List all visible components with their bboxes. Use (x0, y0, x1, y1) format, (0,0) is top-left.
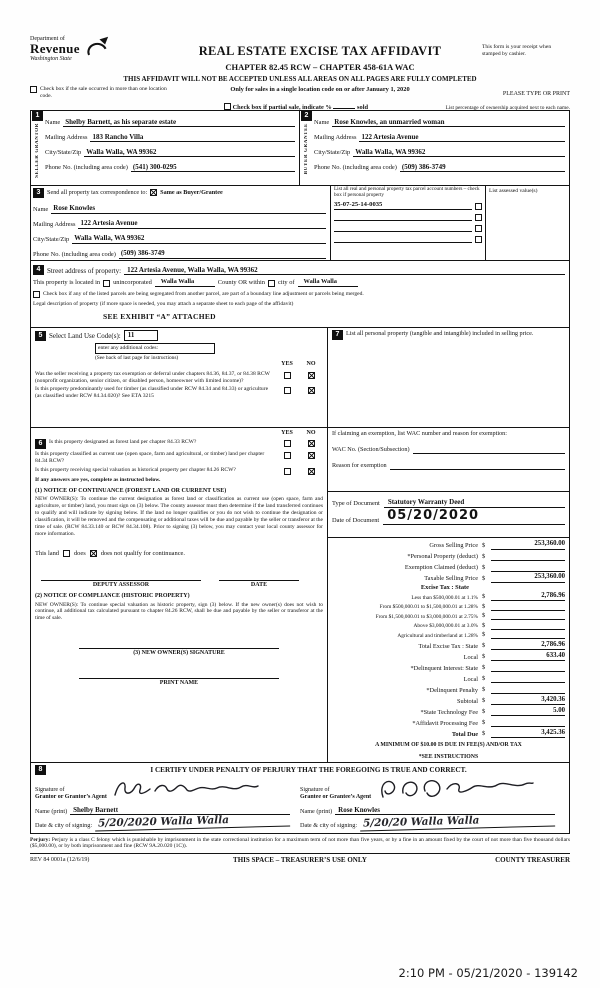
name-print-label: Name (print) (300, 807, 333, 815)
rate-tier1-field[interactable]: 2,786.96 (491, 592, 565, 601)
dollar-sign: $ (482, 574, 486, 582)
grantee-agent-label: Grantee or Grantee’s Agent (300, 794, 372, 801)
corr-address-label: Mailing Address (33, 220, 76, 228)
seller-address-label: Mailing Address (45, 134, 88, 142)
agency-name: Revenue (30, 41, 80, 57)
section-number-7: 7 (332, 330, 343, 340)
reason-exemption-label: Reason for exemption (332, 461, 387, 469)
deputy-assessor-signature-line[interactable]: DEPUTY ASSESSOR (41, 580, 201, 590)
q-no-checkbox[interactable] (308, 372, 315, 379)
scan-timestamp: 2:10 PM - 05/21/2020 - 139142 (398, 966, 578, 980)
unincorporated-county-field[interactable]: Walla Walla (155, 278, 215, 287)
subtotal-field[interactable]: 3,420.36 (491, 696, 565, 705)
does-checkbox[interactable] (63, 550, 70, 557)
personal-property-section (328, 328, 569, 428)
current-use-question (35, 451, 323, 464)
dor-logo (30, 36, 158, 62)
q-no-checkbox[interactable] (308, 387, 315, 394)
affidavit-processing-fee-field[interactable] (491, 718, 565, 727)
partial-sale-percent-input[interactable] (333, 108, 355, 109)
forest-land-question (35, 439, 323, 449)
title-block (158, 36, 482, 72)
personal-property-deduct-field[interactable] (491, 552, 565, 561)
dollar-sign: $ (482, 708, 486, 716)
seller-exemption-question (35, 371, 323, 384)
corr-phone-field[interactable]: (509) 386-3749 (119, 249, 326, 259)
property-section (30, 260, 570, 328)
yes-column-label: YES (281, 361, 293, 368)
land-use-code-label: Select Land Use Code(s): (49, 331, 121, 340)
see-back-note: (See back of last page for instructions) (95, 354, 179, 361)
perjury-label: Perjury: (30, 836, 51, 843)
type-of-document-field[interactable]: Statutory Warranty Deed (384, 498, 565, 508)
agency-state: Washington State (30, 55, 72, 62)
does-label: does (73, 549, 86, 557)
if-yes-note: If any answers are yes, complete as instructed below. (35, 476, 161, 483)
question-text: Is this property predominantly used for timber (as classified under RCW 84.34 and 84.33) or agriculture (as classified under RCW 84.34.020)? See ETA 3215 (35, 386, 269, 400)
parties-section (30, 110, 570, 186)
single-location-note: Only for sales in a single location code on or after January 1, 2020 (230, 86, 410, 93)
seller-city-field[interactable]: Walla Walla, WA 99362 (84, 148, 295, 158)
same-as-buyer-checkbox[interactable] (150, 189, 157, 196)
tax-label: Subtotal (457, 697, 478, 705)
historic-property-question (35, 467, 323, 475)
delinquent-penalty-field[interactable] (491, 685, 565, 694)
rate-tier4-field[interactable] (491, 621, 565, 630)
date-city-label: Date & city of signing: (300, 821, 358, 829)
parcel-row (334, 221, 482, 232)
dollar-sign: $ (482, 541, 486, 549)
perjury-notice (30, 837, 570, 851)
street-address-label: Street address of property: (47, 266, 122, 275)
buyer-address-label: Mailing Address (314, 134, 357, 142)
form-subtitle: CHAPTER 82.45 RCW – CHAPTER 458-61A WAC (225, 61, 415, 72)
dollar-sign: $ (482, 552, 486, 560)
taxable-selling-price-field[interactable]: 253,360.00 (491, 573, 565, 582)
parcel-row (334, 210, 482, 221)
buyer-name-field[interactable]: Rose Knowles, an unmarried woman (332, 118, 565, 128)
yes-no-header (35, 361, 323, 369)
wac-number-label: WAC No. (Section/Subsection) (332, 445, 410, 453)
dollar-sign: $ (482, 686, 486, 694)
header-row-1 (30, 86, 570, 100)
date-city-label: Date & city of signing: (35, 821, 93, 829)
same-as-buyer-label: Same as Buyer/Grantee (160, 189, 223, 197)
section-number-1: 1 (32, 111, 43, 121)
exemption-section (328, 428, 569, 492)
additional-codes-field[interactable]: enter any additional codes: (95, 343, 215, 354)
deputy-date-line[interactable]: DATE (219, 580, 299, 590)
grantee-date-city (300, 815, 565, 829)
dollar-sign: $ (482, 593, 486, 601)
dollar-sign: $ (482, 730, 486, 738)
wac-number-field[interactable] (413, 446, 565, 454)
personal-property-header: List all personal property (tangible and intangible) included in selling price. (346, 329, 534, 337)
assessed-values-header: List assessed value(s) (489, 187, 538, 194)
parcel-number-field[interactable] (334, 213, 472, 221)
city-of-label: city of (278, 279, 295, 287)
question-text: Is this property designated as forest land per chapter 84.33 RCW? (49, 439, 197, 446)
segregated-checkbox[interactable] (33, 291, 40, 298)
seller-side-label: SELLER GRANTOR (35, 123, 40, 179)
grantor-signature (111, 777, 261, 803)
dollar-sign: $ (482, 631, 486, 639)
rate-agricultural-field[interactable] (491, 630, 565, 639)
tax-rate-label: Less than $500,000.01 at 1.1% (411, 594, 478, 601)
unincorporated-checkbox[interactable] (103, 280, 110, 287)
form-footer (30, 853, 570, 865)
seller-name-field[interactable]: Shelby Barnett, as his separate estate (63, 118, 295, 128)
seller-name-label: Name (45, 119, 61, 127)
q-no-checkbox[interactable] (308, 452, 315, 459)
city-checkbox[interactable] (268, 280, 275, 287)
dollar-sign: $ (482, 719, 486, 727)
buyer-phone-field[interactable]: (509) 386-3749 (400, 163, 565, 173)
dor-logo-text (30, 36, 80, 62)
grantor-date-city-field[interactable]: 5/20/2020 Walla Walla (95, 813, 290, 832)
certification-section (30, 762, 570, 833)
seller-section (31, 111, 300, 185)
tax-label: *Personal Property (deduct) (407, 553, 478, 561)
county-treasurer-label: COUNTY TREASURER (495, 856, 570, 865)
segregated-label: Check box if any of the listed parcels are being segregated from another parcel, are part of a boundary line adjustment or parcels being merged. (43, 291, 364, 298)
parcel-personal-checkbox[interactable] (475, 225, 482, 232)
street-address-field[interactable]: 122 Artesia Avenue, Walla Walla, WA 99362 (124, 266, 565, 276)
affidavit-form (30, 36, 570, 865)
form-header (30, 36, 570, 72)
dollar-sign: $ (482, 653, 486, 661)
form-number: REV 84 0001a (12/6/19) (30, 856, 90, 863)
ownership-note: List percentage of ownership acquired next to each name. (445, 105, 570, 112)
see-instructions-note: *SEE INSTRUCTIONS (418, 753, 479, 760)
tax-label: Local (463, 675, 478, 683)
partial-sale-checkbox[interactable] (224, 103, 231, 110)
parcel-number-field[interactable]: 35-07-25-14-0035 (334, 201, 472, 210)
total-due-field[interactable]: 3,425.36 (491, 729, 565, 738)
q-yes-checkbox[interactable] (284, 387, 291, 394)
parcel-personal-checkbox[interactable] (475, 214, 482, 221)
multi-location-label: Check box if the sale occurred in more than one location code. (40, 86, 167, 99)
send-correspondence-label: Send all property tax correspondence to: (47, 189, 148, 197)
land-use-code-field[interactable]: 11 (124, 330, 158, 341)
name-print-label: Name (print) (35, 807, 68, 815)
legal-description-value: SEE EXHIBIT “A” ATTACHED (103, 312, 216, 322)
question-text: Was the seller receiving a property tax exemption or deferral under chapters 84.36, 84.37, or 84.38 RCW (nonprofit organization, senior citizen, or disabled person, homeowner with limited income)? (35, 370, 270, 384)
forest-land-section (31, 428, 327, 763)
yes-column-label: YES (281, 429, 293, 436)
dollar-sign: $ (482, 664, 486, 672)
tax-label: *Affidavit Processing Fee (412, 719, 478, 727)
tax-label: Total Due (451, 730, 478, 738)
middle-sections (30, 327, 570, 764)
grantor-agent-label: Grantor or Grantor’s Agent (35, 794, 107, 801)
correspondence-section (30, 185, 570, 262)
form-title: REAL ESTATE EXCISE TAX AFFIDAVIT (198, 44, 442, 58)
tax-label: *State Technology Fee (420, 708, 478, 716)
parcel-personal-checkbox[interactable] (475, 203, 482, 210)
tax-label: Taxable Selling Price (424, 575, 478, 583)
county-or-label: County OR within (217, 279, 266, 287)
timber-agriculture-question (35, 386, 323, 399)
grantee-name-field[interactable]: Rose Knowles (335, 806, 555, 816)
date-of-document-field[interactable]: 05/20/2020 (383, 508, 565, 525)
section-number-2: 2 (301, 111, 312, 121)
tax-label: Total Excise Tax : State (418, 642, 478, 650)
certification-statement: I CERTIFY UNDER PENALTY OF PERJURY THAT THE FOREGOING IS TRUE AND CORRECT. (150, 765, 467, 774)
tax-rate-label: From $500,000.01 to $1,500,000.01 at 1.28% (379, 604, 478, 611)
buyer-name-label: Name (314, 119, 330, 127)
corr-name-label: Name (33, 205, 49, 213)
deputy-assessor-row (35, 580, 323, 590)
tax-label: Local (463, 653, 478, 661)
parcel-personal-checkbox[interactable] (475, 236, 482, 243)
grantee-signature-area[interactable] (300, 775, 565, 801)
tax-computation-section (328, 538, 569, 763)
corr-address-field[interactable]: 122 Artesia Avenue (78, 219, 326, 229)
corr-name-field[interactable]: Rose Knowles (51, 204, 326, 214)
seller-phone-label: Phone No. (including area code) (45, 164, 128, 172)
parcel-number-field[interactable] (334, 235, 472, 243)
corr-city-label: City/State/Zip (33, 235, 70, 243)
signature-of-label: Signature of (35, 787, 65, 794)
tax-label: Exemption Claimed (deduct) (404, 564, 478, 572)
buyer-section (300, 111, 569, 185)
print-name-line[interactable]: PRINT NAME (79, 678, 279, 688)
multi-location-checkbox[interactable] (30, 86, 37, 93)
notice-compliance-body: NEW OWNER(S): To continue special valuation as historic property, sign (3) below. If the new owner(s) does not wish to continue, all additional tax calculated pursuant to chapter 84.26 RCW, shall be due and payable by the seller or transferor at the time of sale. (35, 601, 323, 622)
state-technology-fee-field[interactable]: 5.00 (491, 707, 565, 716)
q-yes-checkbox[interactable] (284, 452, 291, 459)
tax-label: *Delinquent Penalty (426, 686, 478, 694)
parcel-number-field[interactable] (334, 224, 472, 232)
corr-phone-label: Phone No. (including area code) (33, 250, 116, 258)
grantor-signature-area[interactable] (35, 775, 300, 801)
reason-exemption-field[interactable] (390, 462, 565, 470)
buyer-address-field[interactable]: 122 Artesia Avenue (359, 133, 565, 143)
treasurer-space-label: THIS SPACE – TREASURER’S USE ONLY (233, 856, 367, 865)
does-not-label: does not qualify for continuance. (100, 549, 185, 557)
receipt-note: This form is your receipt when stamped by cashier. (482, 44, 552, 57)
acceptance-warning: THIS AFFIDAVIT WILL NOT BE ACCEPTED UNLESS ALL AREAS ON ALL PAGES ARE FULLY COMPLETED (123, 75, 477, 84)
dollar-sign: $ (482, 612, 486, 620)
dollar-sign: $ (482, 675, 486, 683)
q-yes-checkbox[interactable] (284, 468, 291, 475)
please-type-note: PLEASE TYPE OR PRINT (502, 91, 570, 97)
buyer-phone-label: Phone No. (including area code) (314, 164, 397, 172)
question-text: Is this property classified as current use (open space, farm and agricultural, or timber) land per chapter 84.34 RCW? (35, 451, 265, 465)
section-number-8: 8 (35, 765, 46, 775)
seller-phone-field[interactable]: (541) 300-0295 (131, 163, 295, 173)
section-number-4: 4 (33, 265, 44, 275)
date-of-document-label: Date of Document (332, 517, 380, 525)
q-yes-checkbox[interactable] (284, 440, 291, 447)
dollar-sign: $ (482, 602, 486, 610)
section-number-5: 5 (35, 331, 46, 341)
local-tax-field[interactable]: 633.40 (491, 652, 565, 661)
revenue-swirl-icon (83, 36, 109, 60)
seller-address-field[interactable]: 183 Rancho Villa (90, 133, 295, 143)
excise-tax-header: Excise Tax : State (420, 583, 469, 591)
buyer-city-label: City/State/Zip (314, 149, 351, 157)
parcel-row (334, 232, 482, 243)
rate-tier3-field[interactable] (491, 611, 565, 620)
dollar-sign: $ (482, 563, 486, 571)
notice-compliance-title: (2) NOTICE OF COMPLIANCE (HISTORIC PROPERTY) (35, 593, 190, 600)
q-no-checkbox[interactable] (308, 468, 315, 475)
grantor-name-field[interactable]: Shelby Barnett (70, 806, 290, 816)
this-land-label: This land (35, 549, 59, 557)
perjury-body: Perjury is a class C felony which is punishable by imprisonment in the state correctional institution for a maximum term of not more than five years, or by a fine in an amount fixed by the court of not more than five thousand dollars ($5,000.00), or by both imprisonment and fine (RCW 9A.20.020 (1C)). (30, 836, 571, 850)
buyer-city-field[interactable]: Walla Walla, WA 99362 (353, 148, 565, 158)
multi-location-field (30, 86, 180, 100)
tax-rate-label: Above $3,000,000.01 at 3.0% (413, 623, 478, 630)
new-owner-signature-line[interactable]: (3) NEW OWNER(S) SIGNATURE (79, 648, 279, 658)
partial-sale-suffix: sold (357, 103, 369, 111)
gross-selling-price-field[interactable]: 253,360.00 (491, 540, 565, 549)
tax-label: *Delinquent Interest: State (410, 664, 478, 672)
exemption-claimed-field[interactable] (491, 563, 565, 572)
question-text: Is this property receiving special valuation as historical property per chapter 84.26 RCW? (35, 466, 236, 473)
no-column-label: NO (306, 361, 316, 368)
does-not-checkbox[interactable] (90, 550, 97, 557)
parcel-row (334, 199, 482, 210)
exemption-header: If claiming an exemption, list WAC number and reason for exemption: (332, 429, 507, 437)
notice-continuance-title: (1) NOTICE OF CONTINUANCE (FOREST LAND OR CURRENT USE) (35, 487, 227, 494)
tax-label: Gross Selling Price (429, 542, 478, 550)
buyer-side-label: BUYER GRANTEE (304, 123, 309, 175)
q-no-checkbox[interactable] (308, 440, 315, 447)
delinquent-interest-local-field[interactable] (491, 674, 565, 683)
signature-of-label: Signature of (300, 787, 330, 794)
legal-description-label: Legal description of property (if more space is needed, you may attach a separate sheet to each page of the affidavit) (33, 301, 294, 308)
dollar-sign: $ (482, 621, 486, 629)
grantee-signature (375, 775, 535, 803)
land-use-section (31, 328, 327, 428)
total-excise-state-field[interactable]: 2,786.96 (491, 641, 565, 650)
type-of-document-label: Type of Document (332, 499, 380, 507)
q-yes-checkbox[interactable] (284, 372, 291, 379)
minimum-due-note: A MINIMUM OF $10.00 IS DUE IN FEE(S) AND/OR TAX (375, 742, 522, 749)
delinquent-interest-state-field[interactable] (491, 663, 565, 672)
grantor-date-city (35, 815, 300, 829)
document-section (328, 492, 569, 538)
agency-name-small: Department of (30, 36, 65, 42)
continuance-field (35, 550, 323, 558)
located-in-label: This property is located in (33, 279, 101, 287)
dollar-sign: $ (482, 642, 486, 650)
notice-continuance-body: NEW OWNER(S): To continue the current designation as forest land or classification as current use (open space, farm and agriculture, or timber) land, you must sign on (3) below. The county assessor must then determine if the land transferred continues to qualify and will indicate by signing below. If the land no longer qualifies or you do not wish to continue the designation or classification, it will be removed and the compensating or additional taxes will be due and payable by the seller or transferor at the time of sale. (RCW 84.33.140 or RCW 84.34.108). Prior to signing (3) below, you may contact your local county assessor for more information. (35, 496, 323, 537)
dollar-sign: $ (482, 697, 486, 705)
seller-city-label: City/State/Zip (45, 149, 82, 157)
tax-rate-label: From $1,500,000.01 to $3,000,000.01 at 2.75% (375, 613, 478, 620)
unincorporated-label: unincorporated (113, 279, 152, 287)
section-number-6: 6 (35, 439, 46, 449)
parcel-numbers-header: List all real and personal property tax parcel account numbers – check box if personal property (334, 185, 480, 198)
city-field[interactable]: Walla Walla (298, 278, 358, 287)
no-column-label: NO (306, 429, 316, 436)
rate-tier2-field[interactable] (491, 602, 565, 611)
yes-no-header (35, 430, 323, 438)
corr-city-field[interactable]: Walla Walla, WA 99362 (72, 234, 326, 244)
section-number-3: 3 (33, 188, 44, 198)
grantee-date-city-field[interactable]: 5/20/20 Walla Walla (360, 813, 555, 832)
tax-rate-label: Agricultural and timberland at 1.28% (397, 632, 478, 639)
partial-sale-label: Check box if partial sale, indicate % (232, 103, 332, 111)
